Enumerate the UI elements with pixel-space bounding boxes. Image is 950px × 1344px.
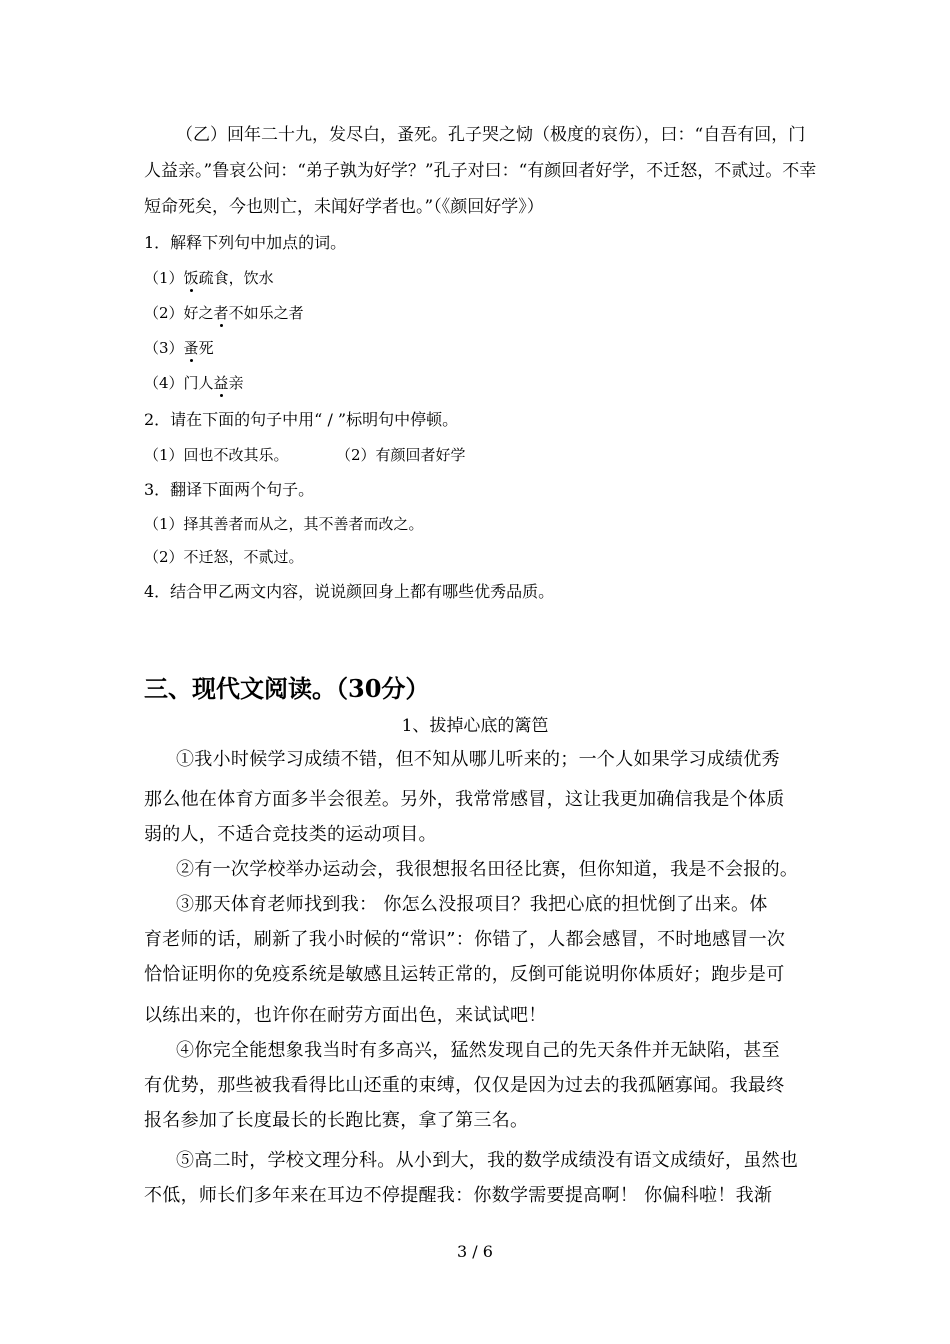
question-1-title: 1．解释下列句中加点的词。 [144, 233, 347, 252]
article-title: 1、拔掉心底的篱笆 [401, 716, 549, 736]
article-line: ①我小时候学习成绩不错，但不知从哪儿听来的；一个人如果学习成绩优秀 [176, 749, 780, 770]
item-prefix: （3） [144, 339, 184, 357]
article-line: 以练出来的，也许你在耐劳方面出色，来试试吧！ [144, 1005, 547, 1026]
question-3-item-2: （2）不迁怒，不贰过。 [144, 548, 304, 566]
page-number: 3 / 6 [457, 1242, 493, 1261]
question-3-item-1: （1）择其善者而从之，其不善者而改之。 [144, 515, 424, 533]
item-prefix: （2）好之 [144, 304, 214, 322]
article-line: 恰恰证明你的免疫系统是敏感且运转正常的，反倒可能说明你体质好；跑步是可 [144, 964, 785, 985]
passage-yi-line-3: 短命死矣，今也则亡，未闻好学者也。”（《颜回好学》） [144, 197, 544, 217]
item-prefix: （4）门人 [144, 374, 214, 392]
article-line: ③那天体育老师找到我： 你怎么没报项目？我把心底的担忧倒了出来。体 [176, 894, 768, 915]
article-line: 那么他在体育方面多半会很差。另外，我常常感冒，这让我更加确信我是个体质 [144, 789, 785, 810]
question-1-item-3 [144, 341, 214, 356]
dotted-word: 饭 [183, 269, 199, 287]
question-2-item-1: （1）回也不改其乐。 [144, 446, 289, 464]
question-2-item-2: （2）有颜回者好学 [336, 446, 466, 464]
dotted-word: 益 [213, 374, 229, 392]
passage-yi-line-2: 人益亲。”鲁哀公问：“弟子孰为好学？”孔子对曰：“有颜回者好学，不迁怒，不贰过。不幸 [144, 161, 817, 181]
item-suffix: 死 [198, 339, 214, 357]
question-1-item-4 [144, 376, 244, 391]
article-line: 有优势，那些被我看得比山还重的束缚，仅仅是因为过去的我孤陋寡闻。我最终 [144, 1075, 785, 1096]
dotted-word: 者 [213, 304, 229, 322]
article-line: 弱的人，不适合竞技类的运动项目。 [144, 824, 437, 845]
item-prefix: （1） [144, 269, 184, 287]
section-heading: 三、现代文阅读。（30分） [144, 674, 430, 703]
passage-yi-line-1: （乙）回年二十九，发尽白，蚤死。孔子哭之恸（极度的哀伤），曰：“自吾有回，门 [176, 125, 806, 145]
question-2-title: 2．请在下面的句子中用“ / ”标明句中停顿。 [144, 410, 459, 429]
article-line: ⑤高二时，学校文理分科。从小到大，我的数学成绩没有语文成绩好，虽然也 [176, 1150, 799, 1171]
article-line: 不低，师长们多年来在耳边不停提醒我：你数学需要提高啊！ 你偏科啦！我渐 [144, 1185, 773, 1206]
question-3-title: 3．翻译下面两个句子。 [144, 480, 315, 499]
dotted-word: 蚤 [183, 339, 199, 357]
question-4-title: 4．结合甲乙两文内容，说说颜回身上都有哪些优秀品质。 [144, 582, 555, 601]
item-suffix: 亲 [228, 374, 244, 392]
article-line: 报名参加了长度最长的长跑比赛，拿了第三名。 [144, 1110, 529, 1131]
article-line: ④你完全能想象我当时有多高兴，猛然发现自己的先天条件并无缺陷，甚至 [176, 1040, 780, 1061]
article-line: ②有一次学校举办运动会，我很想报名田径比赛，但你知道，我是不会报的。 [176, 859, 799, 880]
article-line: 育老师的话，刷新了我小时候的“常识”：你错了，人都会感冒，不时地感冒一次 [144, 929, 786, 950]
question-1-item-2 [144, 306, 304, 321]
item-suffix: 疏食，饮水 [198, 269, 274, 287]
question-1-item-1 [144, 271, 274, 286]
item-suffix: 不如乐之者 [228, 304, 304, 322]
